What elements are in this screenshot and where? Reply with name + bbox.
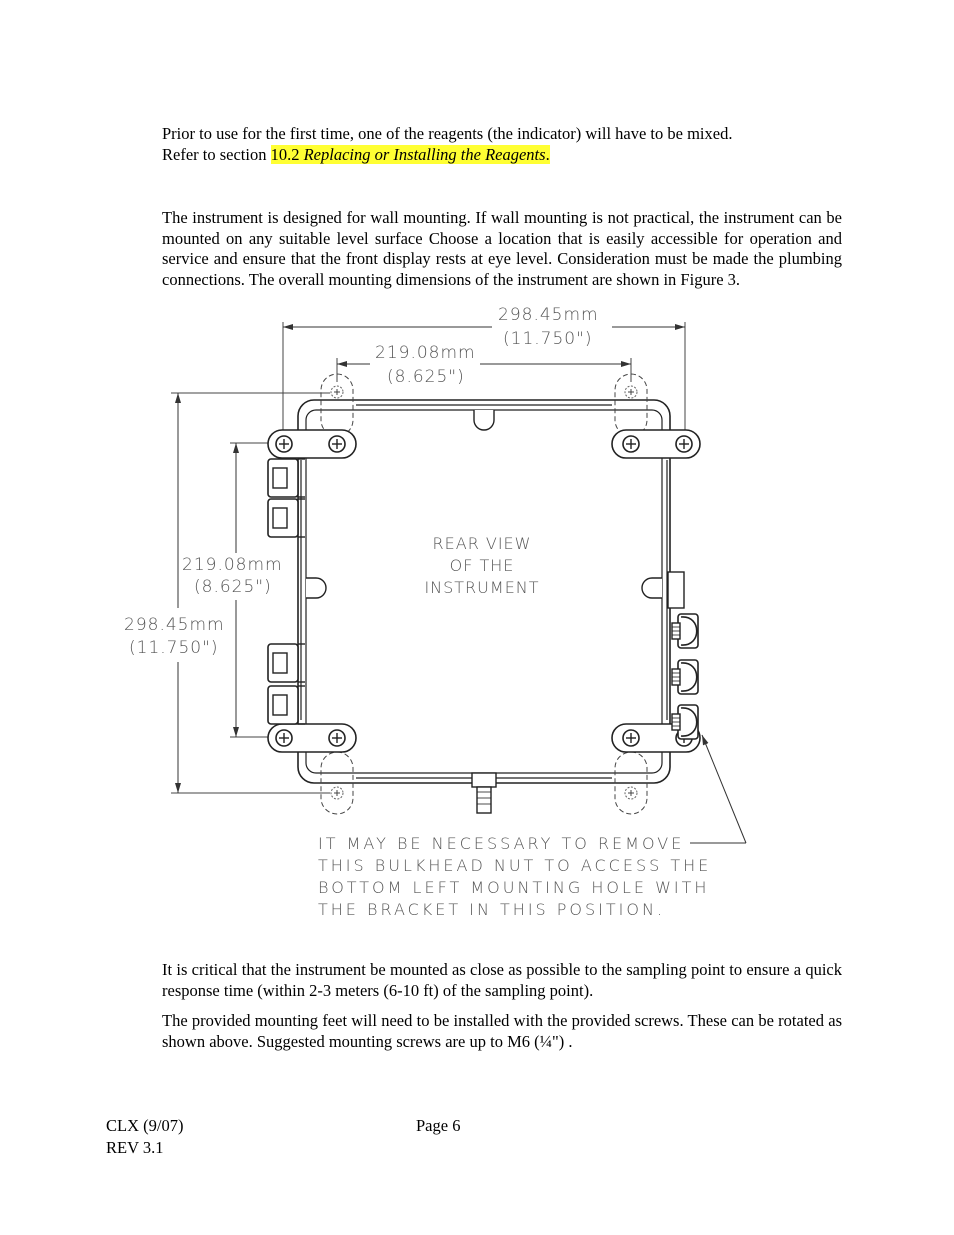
dim-left-inner-in: (8.625"): [194, 577, 272, 597]
section-reference-link[interactable]: 10.2 Replacing or Installing the Reagents.: [270, 144, 550, 164]
footer-doc-id: CLX (9/07): [106, 1116, 184, 1135]
rear-view-label-line2: OF THE: [449, 556, 515, 575]
intro-line2-prefix: Refer to section: [162, 144, 271, 164]
note-line1: IT MAY BE NECESSARY TO REMOVE: [318, 834, 685, 853]
critical-paragraph: It is critical that the instrument be mounted as close as possible to the sampling point to ensure a quick response time (within 2-3 meters (6-10 ft) of the sampling point).: [162, 960, 842, 1000]
feet-paragraph: The provided mounting feet will need to be installed with the provided screws. These can be rotated as shown above. Suggested mounting screws are up to M6 (¼") .: [162, 1011, 842, 1051]
dim-left-outer-in: (11.750"): [129, 638, 219, 658]
dim-left-outer-mm: 298.45mm: [124, 615, 225, 635]
rear-view-label-line3: INSTRUMENT: [424, 578, 540, 597]
dim-top-inner-in: (8.625"): [387, 367, 465, 387]
footer-revision: REV 3.1: [106, 1138, 164, 1157]
enclosure-rear-view: [268, 374, 700, 814]
note-line3: BOTTOM LEFT MOUNTING HOLE WITH: [318, 878, 710, 897]
dim-top-inner-mm: 219.08mm: [375, 343, 476, 363]
dim-top-outer-in: (11.750"): [503, 329, 593, 349]
note-line2: THIS BULKHEAD NUT TO ACCESS THE: [318, 856, 712, 875]
dim-left-inner-mm: 219.08mm: [182, 555, 283, 575]
intro-paragraph: [162, 124, 842, 165]
mounting-paragraph: The instrument is designed for wall mounting. If wall mounting is not practical, the instrument can be mounted on any suitable level surface Choose a location that is easily accessible for operation and service and ensure that the front display rests at eye level. Consideration must be made the plumbing connections. The overall mounting dimensions of the instrument are shown in Figure 3.: [162, 208, 842, 290]
intro-line1: Prior to use for the first time, one of the reagents (the indicator) will have to be mixed.: [162, 124, 733, 143]
footer-page-number: Page 6: [416, 1116, 461, 1135]
dim-top-outer-mm: 298.45mm: [498, 305, 599, 325]
note-line4: THE BRACKET IN THIS POSITION.: [318, 900, 666, 919]
rear-view-label-line1: REAR VIEW: [432, 534, 532, 553]
